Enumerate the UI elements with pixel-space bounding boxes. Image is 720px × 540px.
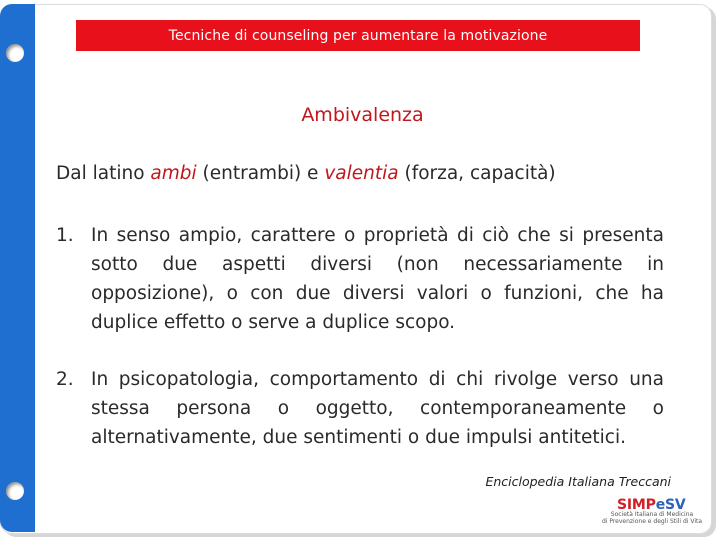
slide-title: Ambivalenza <box>301 104 424 126</box>
binder-ring-icon <box>6 482 24 500</box>
definition-prefix: Dal latino <box>56 163 151 184</box>
list-item-text: In psicopatologia, comportamento di chi rivolge verso una stessa persona o oggetto, contemporaneamente o alternativamente, due sentimenti o due impulsi antitetici. <box>91 369 664 448</box>
logo-mark-red: SIMP <box>617 497 656 513</box>
side-bar <box>0 4 35 532</box>
definition-middle: (entrambi) e <box>196 163 325 184</box>
logo-mark-blue: eSV <box>655 497 686 513</box>
logo-subtitle-line2: di Prevenzione e degli Stili di Vita <box>601 518 703 525</box>
logo-subtitle-line1: Società Italiana di Medicina <box>610 511 694 518</box>
definition-term-valentia: valentia <box>324 163 399 184</box>
list-item <box>56 221 664 337</box>
binder-ring-icon <box>6 44 24 62</box>
list-item-number: 2. <box>56 369 74 390</box>
definition-suffix: (forza, capacità) <box>398 163 556 184</box>
definition <box>56 163 556 184</box>
list-item <box>56 365 664 452</box>
source-citation: Enciclopedia Italiana Treccani <box>485 474 671 489</box>
list-item-text: In senso ampio, carattere o proprietà di ciò che si presenta sotto due aspetti diversi (non necessariamente in opposizione), o con due diversi valori o funzioni, che ha duplice effetto o serve a duplice scopo. <box>91 225 664 333</box>
definition-term-ambi: ambi <box>150 163 197 184</box>
list-item-number: 1. <box>56 225 74 246</box>
simpesv-logo <box>596 497 708 529</box>
logo-subtitle <box>596 511 708 525</box>
header-banner: Tecniche di counseling per aumentare la motivazione <box>76 20 640 51</box>
